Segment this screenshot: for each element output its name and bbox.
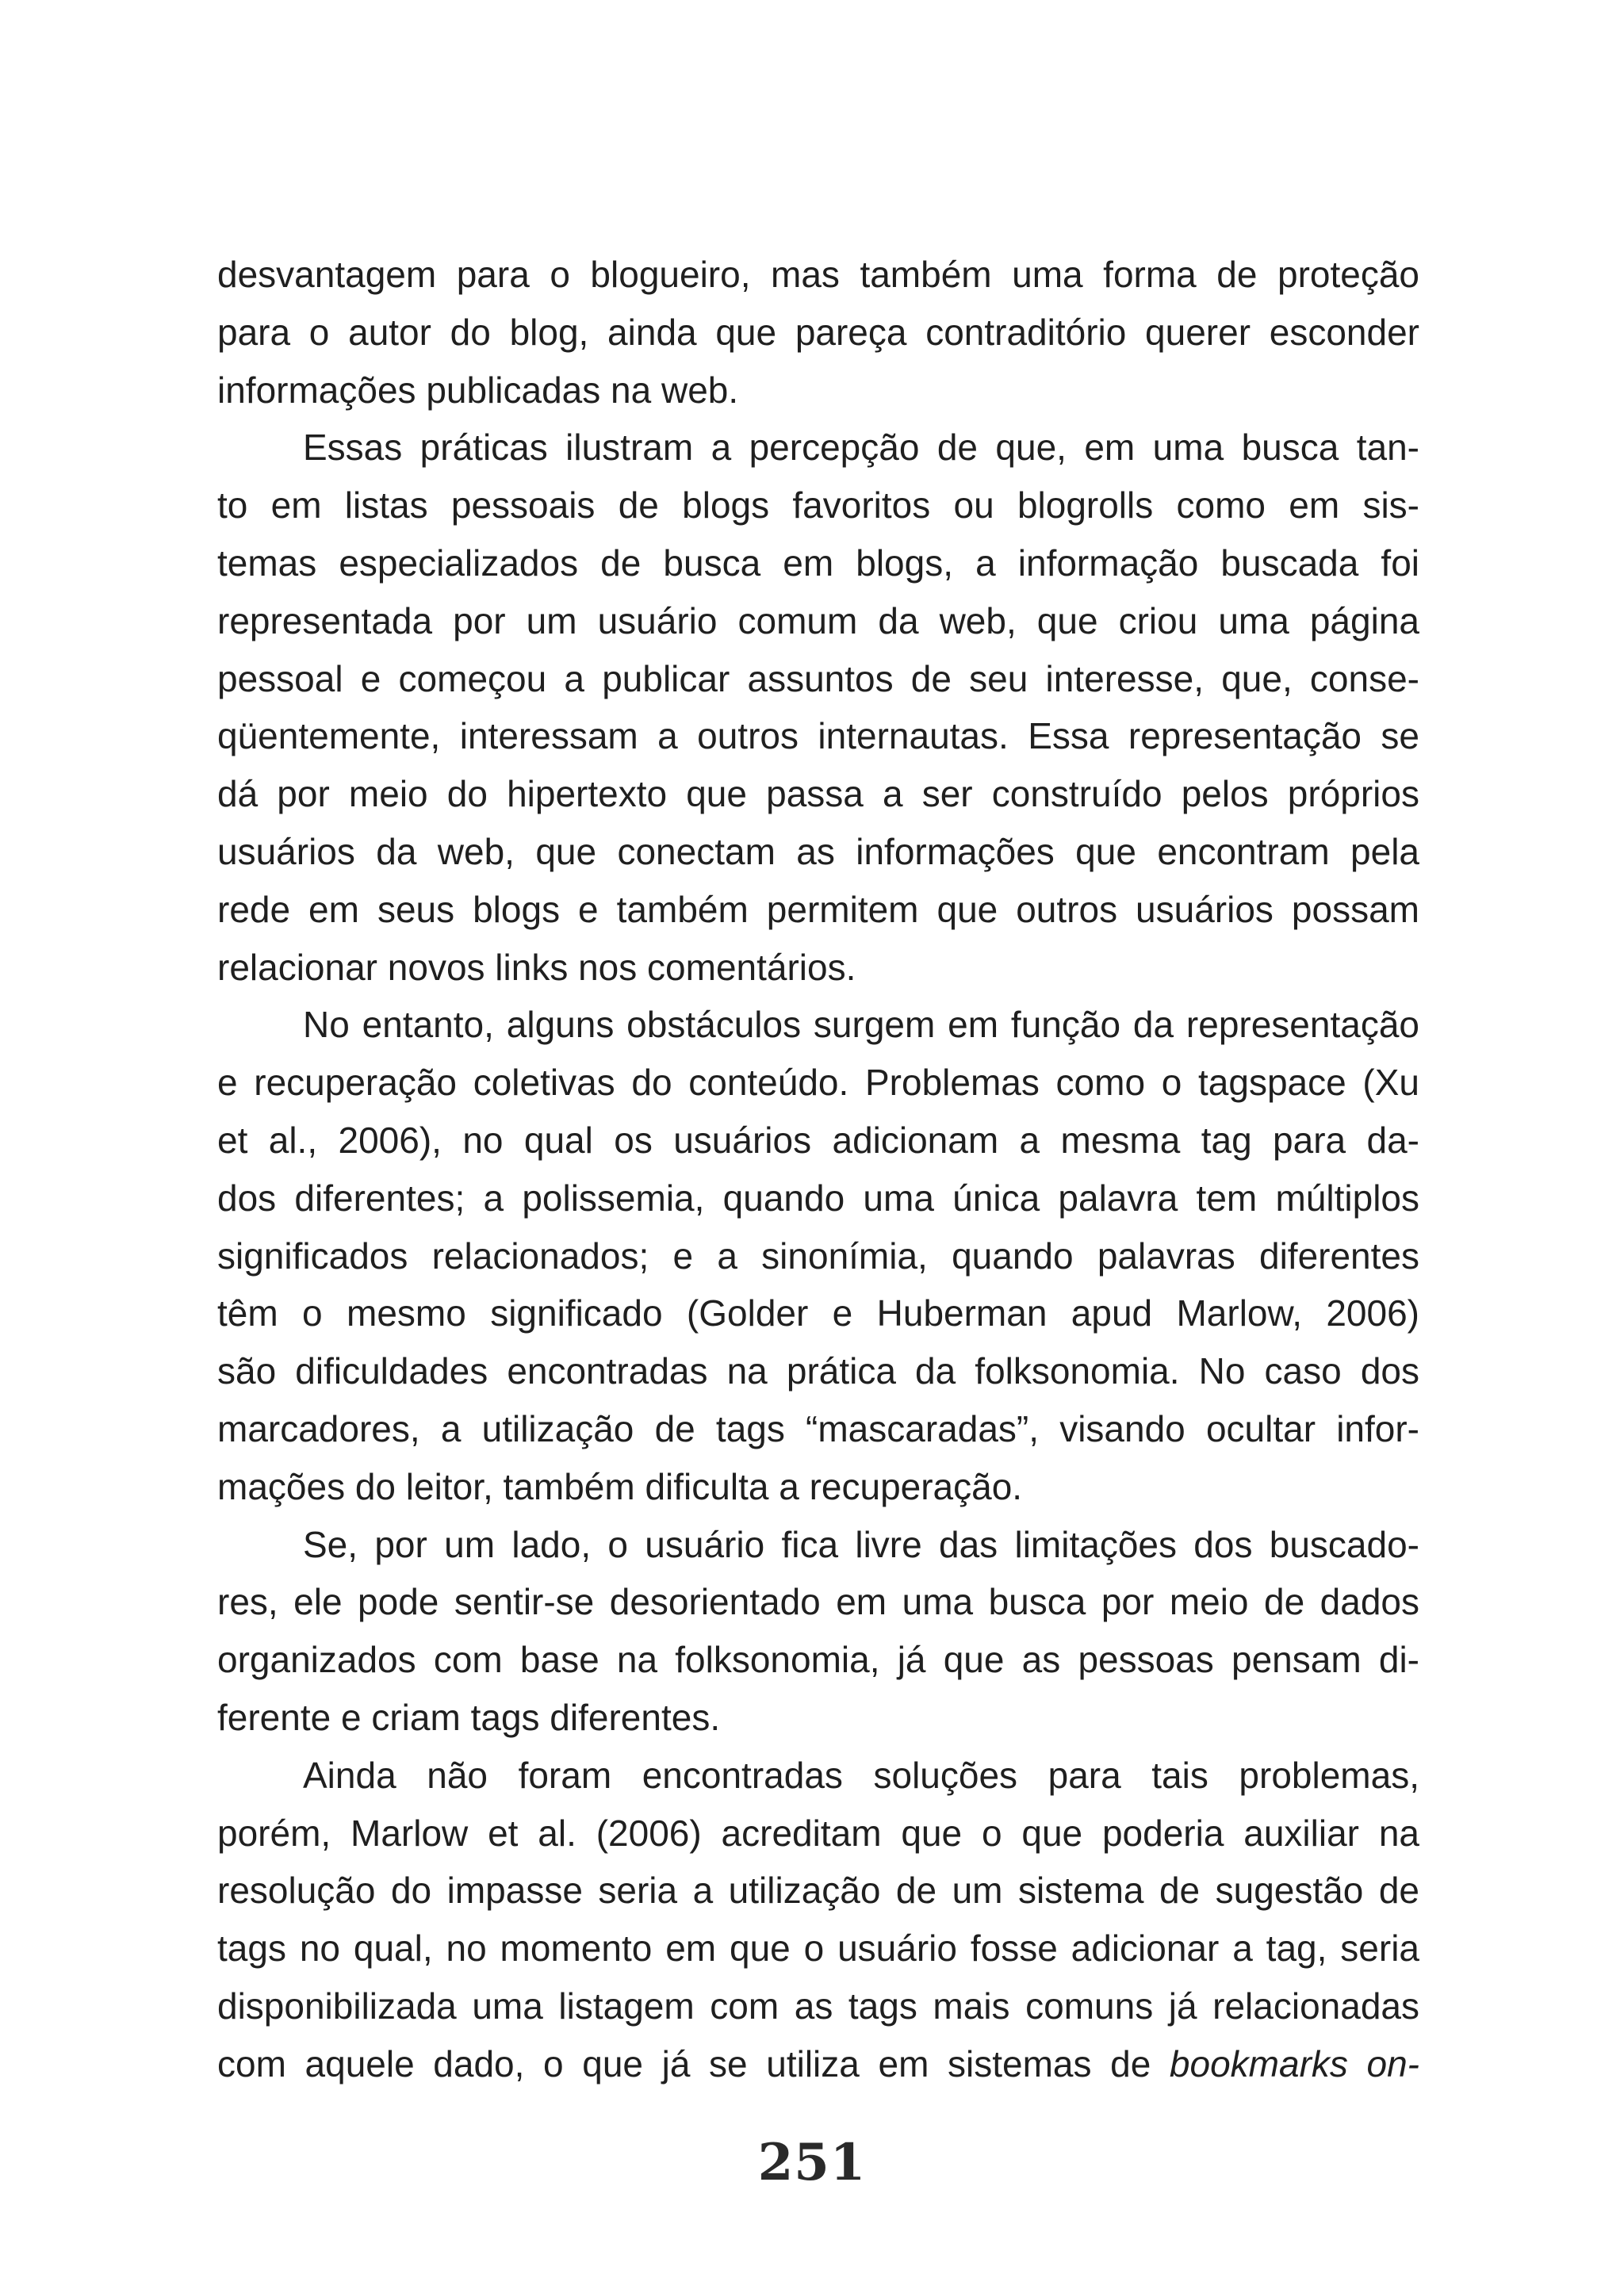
text-line: to em listas pessoais de blogs favoritos ou blogrolls como em sis- (217, 484, 1419, 526)
paragraph (217, 1516, 1419, 1747)
text-line: Essas práticas ilustram a percepção de que, em uma busca tan- (303, 427, 1419, 469)
text-line: et al., 2006), no qual os usuários adicionam a mesma tag para da- (217, 1119, 1419, 1161)
text-line: para o autor do blog, ainda que pareça contraditório querer esconder (217, 311, 1419, 353)
text-line: informações publicadas na web. (217, 369, 739, 411)
text-line: organizados com base na folksonomia, já que as pessoas pensam di- (217, 1639, 1419, 1681)
text-line: mações do leitor, também dificulta a recuperação. (217, 1465, 1023, 1507)
italic-term: bookmarks on- (1169, 2042, 1420, 2084)
text-line: têm o mesmo significado (Golder e Huberman apud Marlow, 2006) (217, 1292, 1419, 1334)
text-line: temas especializados de busca em blogs, a informação buscada foi (217, 542, 1419, 584)
text-line (217, 2035, 1419, 2093)
text-line-start: com aquele dado, o que já se utiliza em sistemas de (217, 2042, 1170, 2084)
text-line: representada por um usuário comum da web, que criou uma página (217, 599, 1419, 641)
text-line: marcadores, a utilização de tags “mascaradas”, visando ocultar infor- (217, 1407, 1419, 1449)
text-line: Ainda não foram encontradas soluções para tais problemas, (303, 1754, 1419, 1796)
text-line: dá por meio do hipertexto que passa a ser construído pelos próprios (217, 773, 1419, 815)
text-line: porém, Marlow et al. (2006) acreditam que o que poderia auxiliar na (217, 1812, 1419, 1854)
text-line: No entanto, alguns obstáculos surgem em função da representação (303, 1004, 1419, 1046)
text-line: usuários da web, que conectam as informações que encontram pela (217, 830, 1419, 872)
paragraph (217, 1747, 1419, 2093)
text-line: res, ele pode sentir-se desorientado em uma busca por meio de dados (217, 1581, 1419, 1623)
paragraph (217, 419, 1419, 996)
text-line: resolução do impasse seria a utilização de um sistema de sugestão de (217, 1870, 1419, 1912)
text-line: desvantagem para o blogueiro, mas também uma forma de proteção (217, 254, 1419, 295)
text-line: pessoal e começou a publicar assuntos de seu interesse, que, conse- (217, 657, 1419, 699)
page-number: 251 (757, 2133, 867, 2192)
text-line: relacionar novos links nos comentários. (217, 946, 856, 988)
text-line: ferente e criam tags diferentes. (217, 1696, 721, 1738)
paragraph (217, 996, 1419, 1515)
text-line: são dificuldades encontradas na prática da folksonomia. No caso dos (217, 1350, 1419, 1392)
paragraph (217, 246, 1419, 419)
body-text (217, 246, 1419, 2093)
text-line: qüentemente, interessam a outros internautas. Essa representação se (217, 715, 1419, 757)
text-line: e recuperação coletivas do conteúdo. Problemas como o tagspace (Xu (217, 1062, 1419, 1104)
text-line: rede em seus blogs e também permitem que outros usuários possam (217, 888, 1419, 930)
text-line: tags no qual, no momento em que o usuário fosse adicionar a tag, seria (217, 1928, 1419, 1970)
text-line: dos diferentes; a polissemia, quando uma única palavra tem múltiplos (217, 1177, 1419, 1219)
text-line: significados relacionados; e a sinonímia, quando palavras diferentes (217, 1235, 1419, 1277)
text-line: Se, por um lado, o usuário fica livre das limitações dos buscado- (303, 1523, 1419, 1565)
text-line: disponibilizada uma listagem com as tags mais comuns já relacionadas (217, 1985, 1419, 2027)
